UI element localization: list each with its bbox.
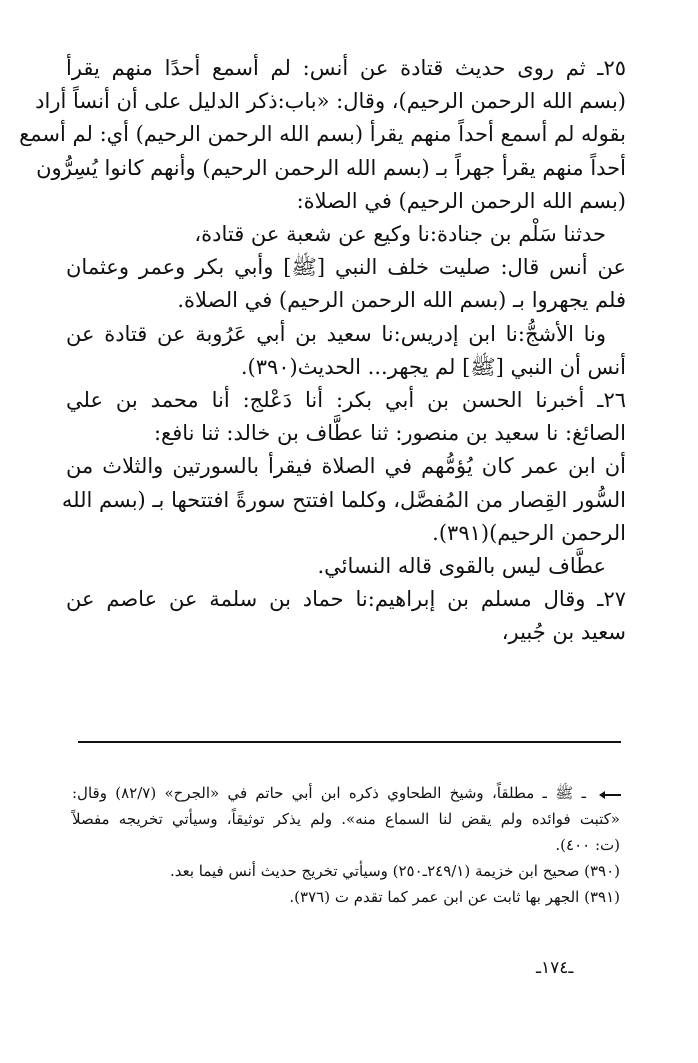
text-line-6: حدثنا سَلْم بن جنادة:نا وكيع عن شعبة عن قتادة، bbox=[194, 222, 606, 247]
footnote-line-2: «كتبت فوائده ولم يقض لنا السماع منه». ولم يذكر توثيقاً، وسيأتي تخريجه مفصلاً bbox=[72, 810, 620, 828]
footnote-separator-rule bbox=[78, 741, 621, 743]
text-line-12: الصائغ: نا سعيد بن منصور: ثنا عطَّاف بن خالد: ثنا نافع: bbox=[153, 421, 626, 446]
footnotes-block bbox=[72, 780, 620, 910]
text-line-7: عن أنس قال: صليت خلف النبي [ﷺ] وأبي بكر وعمر وعثمان bbox=[66, 255, 626, 280]
text-line-17: ٢٧ـ وقال مسلم بن إبراهيم:نا حماد بن سلمة عن عاصم عن bbox=[66, 587, 626, 612]
text-line-14: السُّور القِصار من المُفصَّل، وكلما افتتح سورةً افتتحها بـ (بسم الله bbox=[61, 487, 626, 512]
text-line-3: بقوله لم أسمع أحداً منهم يقرأ (بسم الله الرحمن الرحيم) أي: لم أسمع bbox=[19, 122, 626, 147]
text-line-4: أحداً منهم يقرأ جهراً بـ (بسم الله الرحمن الرحيم) وأنهم كانوا يُسِرُّون bbox=[36, 155, 626, 180]
footnote-line-5: (٣٩١) الجهر بها ثابت عن ابن عمر كما تقدم ت (٣٧٦). bbox=[289, 888, 620, 906]
text-line-16: عطَّاف ليس بالقوى قاله النسائي. bbox=[317, 554, 606, 579]
text-line-13: أن ابن عمر كان يُؤمُّهم في الصلاة فيقرأ بالسورتين والثلاث من bbox=[66, 454, 626, 479]
footnote-line-4: (٣٩٠) صحيح ابن خزيمة (٢٤٩/١ـ٢٥٠) وسيأتي تخريج حديث أنس فيما بعد. bbox=[169, 862, 620, 880]
main-text-block bbox=[19, 52, 626, 650]
text-line-1: ٢٥ـ ثم روى حديث قتادة عن أنس: لم أسمع أحدًا منهم يقرأ bbox=[66, 56, 626, 80]
text-line-18: سعيد بن جُبير، bbox=[501, 620, 626, 645]
text-line-15: الرحمن الرحيم)(٣٩١). bbox=[432, 520, 626, 545]
text-line-2: (بسم الله الرحمن الرحيم)، وقال: «باب:ذكر الدليل على أن أنساً أراد bbox=[35, 89, 626, 114]
text-line-10: أنس أن النبي [ﷺ] لم يجهر... الحديث(٣٩٠). bbox=[240, 354, 626, 379]
text-line-9: ونا الأشجُّ:نا ابن إدريس:نا سعيد بن أبي عَرُوبة عن قتادة عن bbox=[66, 321, 606, 346]
text-line-5: (بسم الله الرحمن الرحيم) في الصلاة: bbox=[296, 188, 626, 213]
footnote-line-1: ـ ﷺ ـ مطلقاً، وشيخ الطحاوي ذكره ابن أبي حاتم في «الجرح» (٨٢/٧) وقال: bbox=[72, 784, 586, 802]
footnote-line-3: (ت: ٤٠٠). bbox=[555, 836, 620, 854]
page-number: ـ١٧٤ـ bbox=[536, 958, 574, 978]
text-line-11: ٢٦ـ أخبرنا الحسن بن أبي بكر: أنا دَعْلج: أنا محمد بن علي bbox=[66, 388, 626, 413]
text-line-8: فلم يجهروا بـ (بسم الله الرحمن الرحيم) في الصلاة. bbox=[177, 288, 626, 313]
